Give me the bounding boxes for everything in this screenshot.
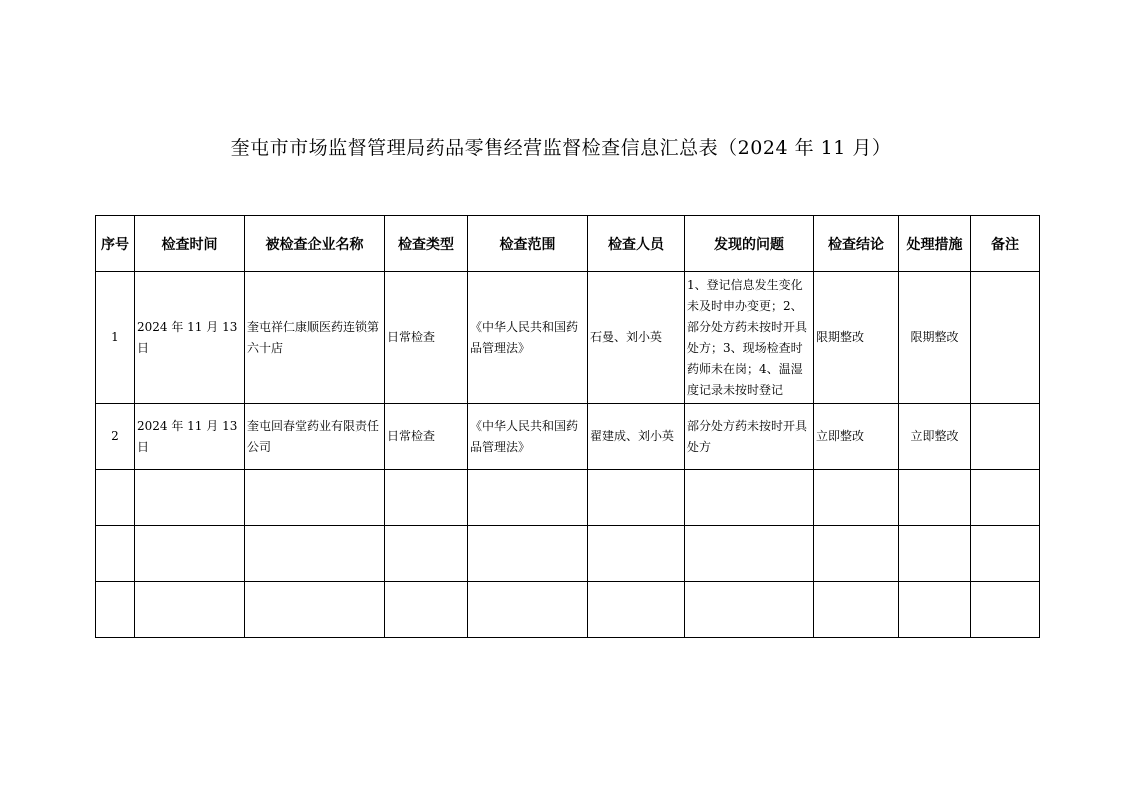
inspection-summary-table: [95, 215, 1040, 638]
cell-inspection-time: 2024 年 11 月 13 日: [135, 404, 245, 470]
cell-company-name: 奎屯祥仁康顺医药连锁第六十店: [245, 272, 385, 404]
cell-inspection-type: 日常检查: [385, 404, 468, 470]
cell-remarks: [971, 272, 1040, 404]
cell-serial-number: 1: [96, 272, 135, 404]
cell-inspection-type: 日常检查: [385, 272, 468, 404]
cell-inspection-scope: 《中华人民共和国药品管理法》: [468, 404, 588, 470]
header-serial-number: 序号: [96, 216, 135, 272]
empty-cell: [135, 526, 245, 582]
cell-serial-number: 2: [96, 404, 135, 470]
cell-inspectors: 石曼、刘小英: [588, 272, 685, 404]
header-inspection-time: 检查时间: [135, 216, 245, 272]
header-remarks: 备注: [971, 216, 1040, 272]
page-title: 奎屯市市场监督管理局药品零售经营监督检查信息汇总表（2024 年 11 月）: [230, 137, 892, 159]
header-inspection-type: 检查类型: [385, 216, 468, 272]
empty-cell: [135, 470, 245, 526]
header-measures: 处理措施: [899, 216, 971, 272]
empty-cell: [899, 526, 971, 582]
empty-cell: [588, 526, 685, 582]
empty-cell: [588, 582, 685, 638]
cell-measures: 限期整改: [899, 272, 971, 404]
cell-issues-found: 1、登记信息发生变化未及时申办变更；2、部分处方药未按时开具处方；3、现场检查时药师未在岗；4、温湿度记录未按时登记: [685, 272, 814, 404]
empty-cell: [685, 582, 814, 638]
empty-cell: [971, 470, 1040, 526]
empty-cell: [971, 582, 1040, 638]
cell-inspection-scope: 《中华人民共和国药品管理法》: [468, 272, 588, 404]
cell-remarks: [971, 404, 1040, 470]
empty-row: [96, 582, 1040, 638]
header-issues-found: 发现的问题: [685, 216, 814, 272]
table-row: [96, 404, 1040, 470]
cell-measures: 立即整改: [899, 404, 971, 470]
cell-issues-found: 部分处方药未按时开具处方: [685, 404, 814, 470]
empty-cell: [899, 470, 971, 526]
empty-cell: [814, 526, 899, 582]
empty-cell: [685, 526, 814, 582]
cell-inspectors: 翟建成、刘小英: [588, 404, 685, 470]
empty-cell: [899, 582, 971, 638]
empty-cell: [385, 470, 468, 526]
empty-cell: [814, 582, 899, 638]
empty-cell: [468, 526, 588, 582]
header-conclusion: 检查结论: [814, 216, 899, 272]
empty-row: [96, 526, 1040, 582]
cell-inspection-time: 2024 年 11 月 13 日: [135, 272, 245, 404]
empty-cell: [245, 582, 385, 638]
cell-company-name: 奎屯回春堂药业有限责任公司: [245, 404, 385, 470]
empty-cell: [971, 526, 1040, 582]
header-inspection-scope: 检查范围: [468, 216, 588, 272]
empty-cell: [96, 470, 135, 526]
empty-cell: [245, 470, 385, 526]
empty-row: [96, 470, 1040, 526]
header-inspectors: 检查人员: [588, 216, 685, 272]
table-header-row: [96, 216, 1040, 272]
empty-cell: [96, 526, 135, 582]
cell-conclusion: 限期整改: [814, 272, 899, 404]
empty-cell: [385, 526, 468, 582]
empty-cell: [588, 470, 685, 526]
empty-cell: [385, 582, 468, 638]
empty-cell: [685, 470, 814, 526]
empty-cell: [96, 582, 135, 638]
cell-conclusion: 立即整改: [814, 404, 899, 470]
empty-cell: [245, 526, 385, 582]
empty-cell: [468, 470, 588, 526]
table-row: [96, 272, 1040, 404]
empty-cell: [468, 582, 588, 638]
empty-cell: [135, 582, 245, 638]
empty-cell: [814, 470, 899, 526]
header-company-name: 被检查企业名称: [245, 216, 385, 272]
